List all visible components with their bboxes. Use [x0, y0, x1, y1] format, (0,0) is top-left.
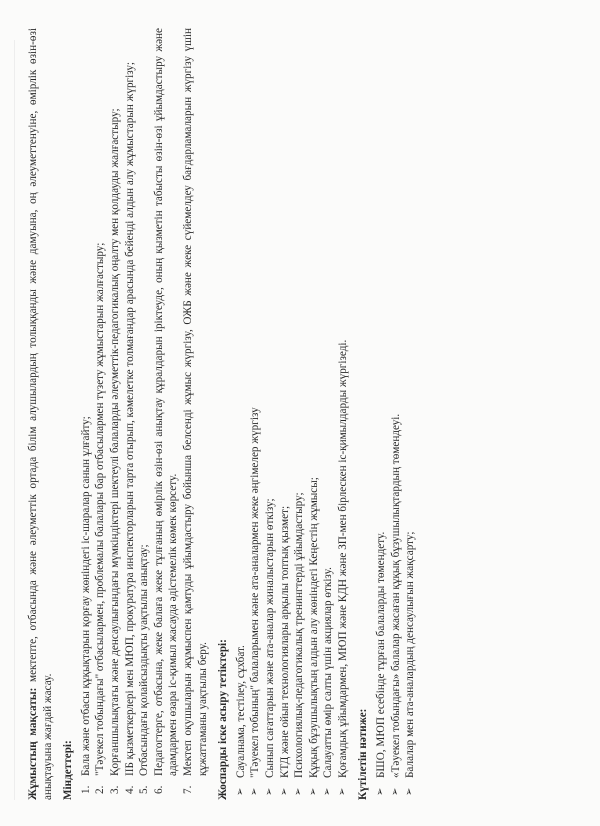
task-item — [108, 28, 123, 800]
arrow-bullet-icon: ➢ — [389, 787, 401, 796]
arrow-bullet-icon: ➢ — [278, 787, 290, 796]
task-number: 4. — [123, 785, 136, 794]
tools-list — [234, 28, 351, 796]
task-number: 7. — [181, 785, 194, 794]
tasks-heading: Міндеттері: — [62, 740, 75, 800]
task-number: 2. — [94, 785, 107, 794]
task-text: "Тәуекел тобындағы" отбасылармен, проблемалы балалары бар отбасылармен түзету жұмыстарын жалғастыру; — [94, 242, 107, 776]
arrow-bullet-icon: ➢ — [263, 787, 275, 796]
tool-text: КТД және ойын технологиялары арқылы топтық қызмет; — [278, 505, 291, 778]
tool-text: Қоғамдық ұйымдармен, МЮП және КДН және ЗП-мен бірлескен іс-қимылдарды жүргізеді. — [336, 339, 349, 778]
results-heading: Күтілетін нәтиже: — [357, 708, 370, 800]
arrow-bullet-icon: ➢ — [307, 787, 319, 796]
arrow-bullet-icon: ➢ — [336, 787, 348, 796]
tool-text: Сауалнама, тестілеу, сұхбат. — [234, 645, 247, 778]
tool-item — [234, 28, 249, 796]
arrow-bullet-icon: ➢ — [249, 787, 261, 796]
task-number: 6. — [152, 785, 165, 794]
arrow-bullet-icon: ➢ — [293, 787, 305, 796]
result-text: «Тәуекел тобындағы» балалар жасаған құқық бұзушылықтардың төмендеуі. — [389, 413, 402, 778]
tool-item — [278, 28, 293, 796]
tool-item — [307, 28, 322, 796]
task-number: 1. — [79, 785, 92, 794]
arrow-bullet-icon: ➢ — [322, 787, 334, 796]
goal-label: Жұмыстың мақсаты: — [27, 687, 39, 800]
result-text: БШО, МЮП есебінде тұрған балаларды төмендету. — [375, 531, 388, 778]
task-text: Қорғаншылықтағы және денсаулығындағы мүмкіндіктері шектеулі балаларды әлеуметтік-педагогикалық оңалту мен қолдауды жалғастыру; — [108, 108, 121, 776]
task-text: Бала және отбасы құқықтарын қорғау жөніндегі іс-шаралар санын ұлғайту; — [79, 416, 92, 776]
task-item — [123, 28, 138, 800]
task-number: 3. — [108, 785, 121, 794]
task-item — [79, 28, 94, 800]
tool-text: Сынып сағаттарын және ата-аналар жиналыстарын өткізу; — [263, 498, 276, 778]
results-list — [374, 28, 418, 796]
task-item — [137, 28, 152, 800]
goal-text: мектепте, отбасында және әлеуметтік ортада білім алушылардың толыққанды және дамуына, оң әлеуметтенуіне, өмірлік өзін-өзі анықтауына жағдай жасау. — [27, 28, 54, 800]
tool-item — [292, 28, 307, 796]
tool-text: "Тәуекел тобының" балаларымен және ата-аналармен жеке әңгімелер жүргізу — [249, 407, 262, 778]
task-text: Педагогтерге, отбасына, жеке балаға жеке тұлғаның өмірлік өзін-өзі анықтау құралдарын іріктеуде, оның қызметін табысты өзін-өзі ұйымдастыру және адамдармен өзара іс-қимыл жасауда әдістемелік көмек көрсету. — [152, 28, 180, 776]
arrow-bullet-icon: ➢ — [404, 787, 416, 796]
task-item — [93, 28, 108, 800]
tools-heading: Жоспарды іске асыру тетіктері: — [217, 639, 230, 800]
result-item — [403, 28, 418, 796]
result-item — [389, 28, 404, 796]
tool-item — [321, 28, 336, 796]
arrow-bullet-icon: ➢ — [375, 787, 387, 796]
page-shadow-line — [14, 40, 15, 800]
tool-text: Салауатты өмір салты үшін акциялар өткізу. — [322, 567, 335, 778]
tool-item — [248, 28, 263, 796]
task-number: 5. — [138, 785, 151, 794]
result-text: Балалар мен ата-аналардың денсаулығын жақсарту; — [404, 531, 417, 778]
task-text: Мектеп оқушыларын жұмыспен қамтуды ұйымдастыру бойынша белсенді жұмыс жүргізу, ОЖБ және жеке сүйемелдеу бағдарламаларын жүргізу үшін құжаттаманы уақтылы беру. — [181, 28, 209, 776]
tool-text: Құқық бұзушылықтың алдын алу жөніндегі Кеңестің жұмысы; — [307, 477, 320, 778]
tasks-list — [79, 28, 210, 800]
task-text: Отбасындағы қолайсыздықты уақтылы анықтау; — [138, 544, 151, 776]
task-item — [181, 28, 210, 800]
tool-item — [336, 28, 351, 796]
goal-paragraph — [26, 28, 55, 800]
rotated-document-body — [20, 18, 580, 808]
result-item — [374, 28, 389, 796]
tool-item — [263, 28, 278, 796]
arrow-bullet-icon: ➢ — [234, 787, 246, 796]
tool-text: Психологиялық-педагогикалық тренингтерді ұйымдастыру; — [293, 492, 306, 778]
task-item — [152, 28, 181, 800]
task-text: ІІБ қызметкерлері мен МЮП, прокуратура инспекторларын тарта отырып, кәмелетке толмағандар арасында бейенді алдын алу жұмыстарын жүргізу; — [123, 62, 136, 776]
